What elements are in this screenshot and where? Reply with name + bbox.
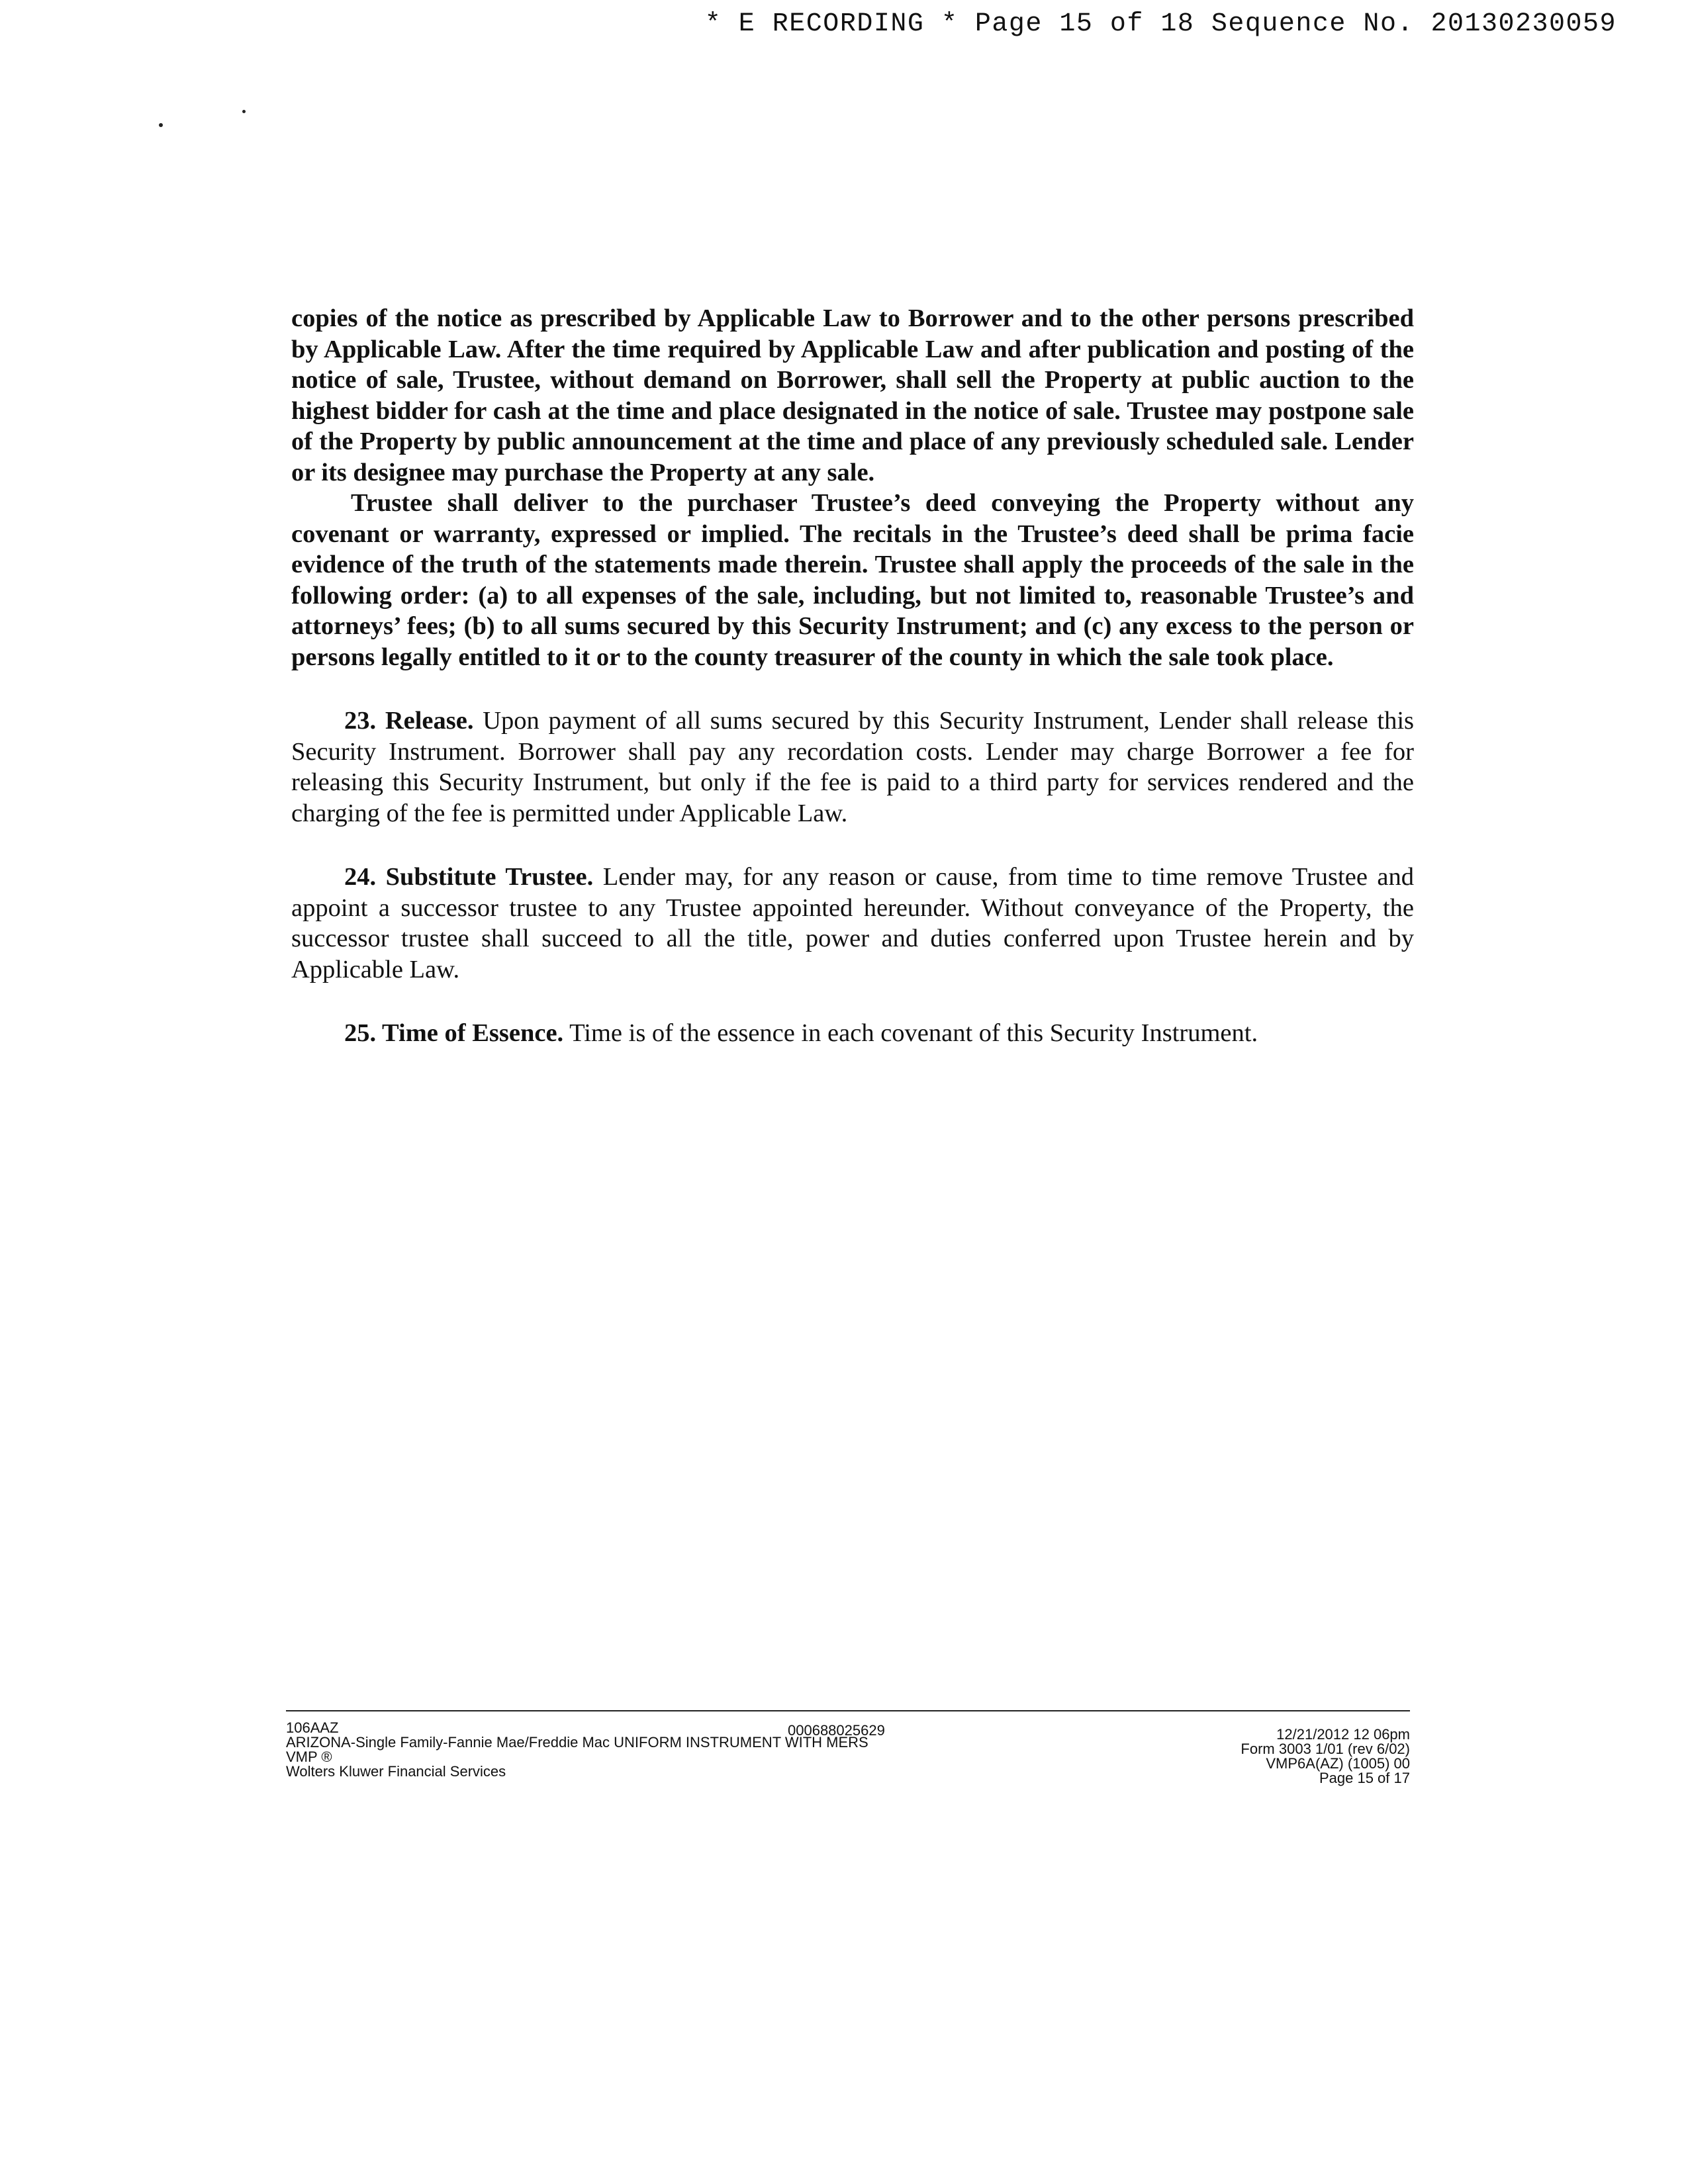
form-code: 106AAZ xyxy=(286,1719,339,1736)
section-substitute-trustee xyxy=(291,862,1414,985)
footer-middle xyxy=(788,1723,885,1738)
vmp-code: VMP6A(AZ) (1005) 00 xyxy=(1266,1755,1410,1772)
section-heading: 23. Release. xyxy=(344,707,474,735)
scan-speck xyxy=(242,110,246,113)
notice-of-sale-paragraph: copies of the notice as prescribed by Applicable Law to Borrower and to the other persons prescribed by Applicable Law. After the time required by Applicable Law and after publication and posting of the notice of sale, Trustee, without demand on Borrower, shall sell the Property at public auction to the highest bidder for cash at the time and place designated in the notice of sale. Trustee may postpone sale of the Property by public announcement at the time and place of any previously scheduled sale. Lender or its designee may purchase the Property at any sale. xyxy=(291,304,1414,486)
covenant-22-continuation xyxy=(291,303,1414,672)
form-title: ARIZONA-Single Family-Fannie Mae/Freddie Mac UNIFORM INSTRUMENT WITH MERS xyxy=(286,1734,868,1751)
scan-speck xyxy=(159,123,163,127)
section-heading: 25. Time of Essence. xyxy=(344,1019,564,1047)
page-indicator: Page 15 of 17 xyxy=(1319,1770,1410,1786)
trustee-deed-paragraph: Trustee shall deliver to the purchaser Trustee’s deed conveying the Property without any covenant or warranty, expressed or implied. The recitals in the Trustee’s deed shall be prima facie evidence of the truth of the statements made therein. Trustee shall apply the proceeds of the sale in the following order: (a) to all expenses of the sale, including, but not limited to, reasonable Trustee’s and attorneys’ fees; (b) to all sums secured by this Security Instrument; and (c) any excess to the person or persons legally entitled to it or to the county treasurer of the county in which the sale took place. xyxy=(291,489,1414,671)
publisher: Wolters Kluwer Financial Services xyxy=(286,1763,506,1780)
section-heading: 24. Substitute Trustee. xyxy=(344,863,594,891)
footer-right xyxy=(1241,1727,1410,1786)
footer-divider xyxy=(286,1710,1410,1711)
section-text: Lender may, for any reason or cause, from time to time remove Trustee and appoint a successor trustee to any Trustee appointed hereunder. Without conveyance of the Property, the successor trustee shall succeed to all the title, power and duties conferred upon Trustee herein and by Applicable Law. xyxy=(291,863,1414,983)
section-text: Time is of the essence in each covenant of this Security Instrument. xyxy=(569,1019,1258,1047)
footer-left xyxy=(286,1721,868,1779)
vmp-mark: VMP ® xyxy=(286,1749,332,1765)
recording-stamp: * E RECORDING * Page 15 of 18 Sequence No. 20130230059 xyxy=(704,9,1617,39)
timestamp: 12/21/2012 12 06pm xyxy=(1276,1726,1410,1743)
loan-number: 000688025629 xyxy=(788,1722,885,1739)
section-text: Upon payment of all sums secured by this Security Instrument, Lender shall release this Security Instrument. Borrower shall pay any recordation costs. Lender may charge Borrower a fee for releasing this Security Instrument, but only if the fee is paid to a third party for services rendered and the charging of the fee is permitted under Applicable Law. xyxy=(291,707,1414,827)
form-number: Form 3003 1/01 (rev 6/02) xyxy=(1241,1741,1410,1757)
section-release xyxy=(291,705,1414,829)
document-body xyxy=(291,303,1414,1049)
section-time-of-essence xyxy=(291,1018,1414,1049)
